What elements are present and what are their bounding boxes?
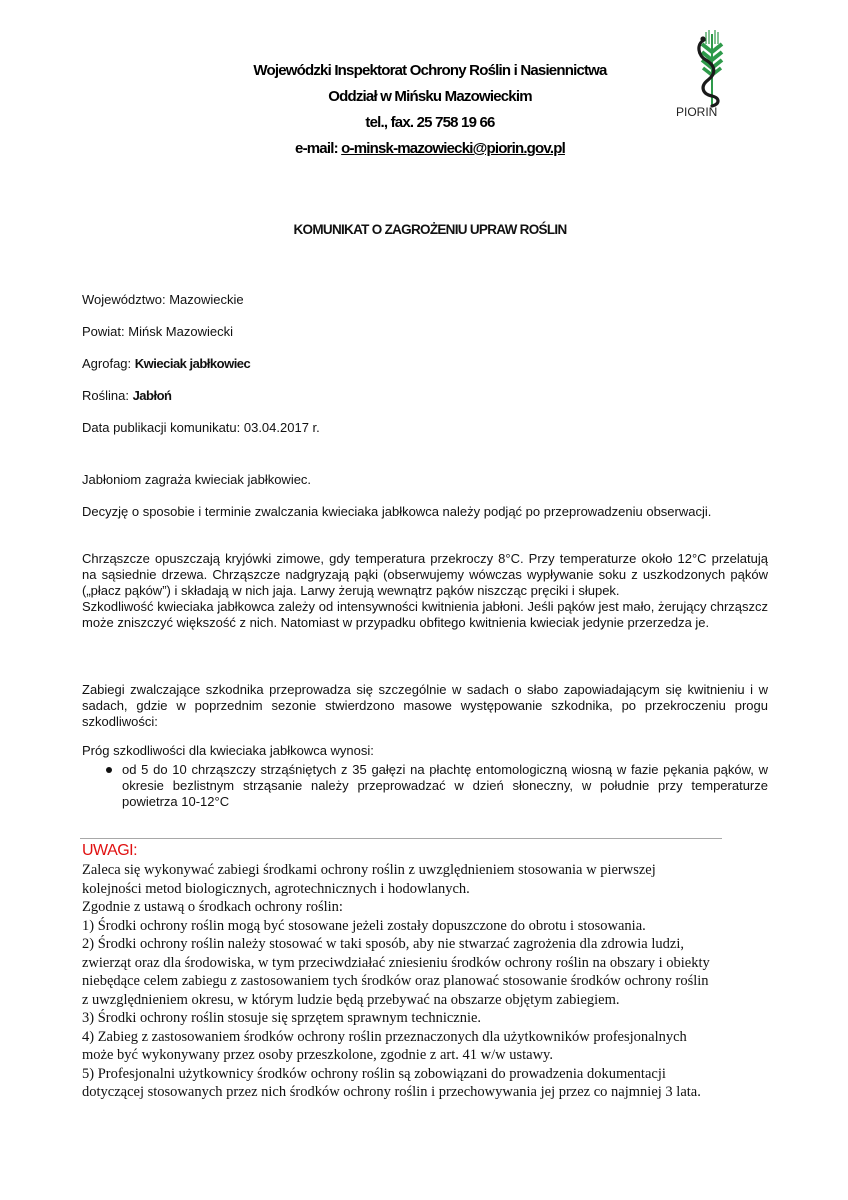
meta-label: Roślina:	[82, 388, 133, 403]
meta-plant	[82, 386, 320, 418]
notes-line: niebędące celem zabiegu z zastosowaniem tych środków oraz planować stosowanie środków ochrony roślin	[82, 973, 709, 989]
institution-name: Wojewódzki Inspektorat Ochrony Roślin i Nasiennictwa	[253, 62, 607, 79]
notes-line: 1) Środki ochrony roślin mogą być stosowane jeżeli zostały dopuszczone do obrotu i stosowania.	[82, 917, 646, 934]
wheat-snake-icon	[676, 30, 746, 108]
paragraph-biology-b: Szkodliwość kwieciaka jabłkowca zależy od intensywności kwitnienia jabłoni. Jeśli pąków jest mało, żerujący chrząszcz może zniszczyć większość z nich. Natomiast w przypadku obfitego kwitnienia kwieciak jedynie przerzedza je.	[82, 599, 768, 630]
meta-county	[82, 322, 320, 354]
list-item-text: od 5 do 10 chrząszczy strząśniętych z 35 gałęzi na płachtę entomologiczną wiosną w fazie pękania pąków, w okresie bezlistnym strząsanie należy przeprowadzać w dzień słoneczny, w południe przy temperaturze powietrza 10-12°C	[122, 762, 768, 809]
section-divider	[80, 838, 722, 839]
meta-voivodeship	[82, 290, 320, 322]
email-link[interactable]: o-minsk-mazowiecki@piorin.gov.pl	[341, 140, 565, 157]
meta-value: 03.04.2017 r.	[243, 420, 320, 435]
document-title: KOMUNIKAT O ZAGROŻENIU UPRAW ROŚLIN	[293, 222, 567, 237]
notes-line: Zaleca się wykonywać zabiegi środkami ochrony roślin z uwzględnieniem stosowania w pierwszej	[82, 862, 656, 878]
notes-line: dotyczącej stosowanych przez nich środków ochrony roślin i przechowywania jej przez co najmniej 3 lata.	[82, 1084, 701, 1100]
threshold-section	[82, 743, 768, 810]
list-item	[82, 762, 768, 810]
notes-line: 5) Profesjonalni użytkownicy środków ochrony roślin są zobowiązani do prowadzenia dokumentacji	[82, 1065, 666, 1082]
notes-line: 4) Zabieg z zastosowaniem środków ochrony roślin przeznaczonych dla użytkowników profesjonalnych	[82, 1028, 687, 1045]
branch-name: Oddział w Mińsku Mazowieckim	[328, 88, 532, 105]
notes-line: Zgodnie z ustawą o środkach ochrony roślin:	[82, 899, 343, 915]
meta-label: Powiat:	[82, 324, 129, 339]
notes-line: 3) Środki ochrony roślin stosuje się sprzętem sprawnym technicznie.	[82, 1010, 482, 1026]
meta-value: Kwieciak jabłkowiec	[134, 356, 251, 371]
institution-header	[200, 58, 660, 162]
notes-line: może być wykonywany przez osoby przeszkolone, zgodnie z art. 41 w/w ustawy.	[82, 1047, 553, 1063]
bullet-icon	[106, 767, 112, 773]
meta-pest	[82, 354, 320, 386]
phone-fax: tel., fax. 25 758 19 66	[365, 114, 495, 131]
piorin-logo	[676, 30, 746, 130]
notes-title: UWAGI:	[82, 842, 138, 859]
meta-value: Jabłoń	[132, 388, 172, 403]
email-label: e-mail:	[295, 140, 342, 157]
paragraph-threat: Jabłoniom zagraża kwieciak jabłkowiec.	[82, 472, 312, 487]
meta-value: Mińsk Mazowiecki	[128, 324, 233, 339]
notes-line: kolejności metod biologicznych, agrotechnicznych i hodowlanych.	[82, 880, 470, 897]
paragraph-biology-a: Chrząszcze opuszczają kryjówki zimowe, gdy temperatura przekroczy 8°C. Przy temperaturze około 12°C przelatują na sąsiednie drzewa. Chrząszcze nadgryzają pąki (obserwujemy wówczas wypływanie soku z uszkodzonych pąków („płacz pąków”) i składają w nich jaja. Larwy żerują wewnątrz pąków niszcząc pręciki i słupek.	[82, 551, 768, 598]
notes-line: 2) Środki ochrony roślin należy stosować w taki sposób, aby nie stwarzać zagrożenia dla zdrowia ludzi,	[82, 936, 684, 952]
notes-line: zwierząt oraz dla środowiska, w tym przeciwdziałać zniesieniu środków ochrony roślin na obszary i obiekty	[82, 954, 710, 971]
paragraph-biology	[82, 551, 768, 631]
email-row	[200, 136, 660, 162]
notes-body	[82, 861, 782, 1102]
threshold-heading: Próg szkodliwości dla kwieciaka jabłkowca wynosi:	[82, 743, 374, 758]
notes-line: z uwzględnieniem okresu, w którym ludzie będą przebywać na obszarze objętym zabiegiem.	[82, 991, 620, 1008]
meta-label: Agrofag:	[82, 356, 135, 371]
logo-text: PIORIN	[676, 105, 718, 119]
meta-publication-date	[82, 418, 320, 450]
meta-value: Mazowieckie	[169, 292, 244, 307]
paragraph-decision: Decyzję o sposobie i terminie zwalczania kwieciaka jabłkowca należy podjąć po przeprowadzeniu obserwacji.	[82, 504, 712, 519]
announcement-meta	[82, 290, 320, 450]
meta-label: Data publikacji komunikatu:	[82, 420, 244, 435]
meta-label: Województwo:	[82, 292, 170, 307]
threshold-list	[82, 762, 768, 810]
paragraph-treatment: Zabiegi zwalczające szkodnika przeprowadza się szczególnie w sadach o słabo zapowiadającym się kwitnieniu i w sadach, gdzie w poprzednim sezonie stwierdzono masowe występowanie szkodnika, po przekroczeniu progu szkodliwości:	[82, 682, 768, 729]
